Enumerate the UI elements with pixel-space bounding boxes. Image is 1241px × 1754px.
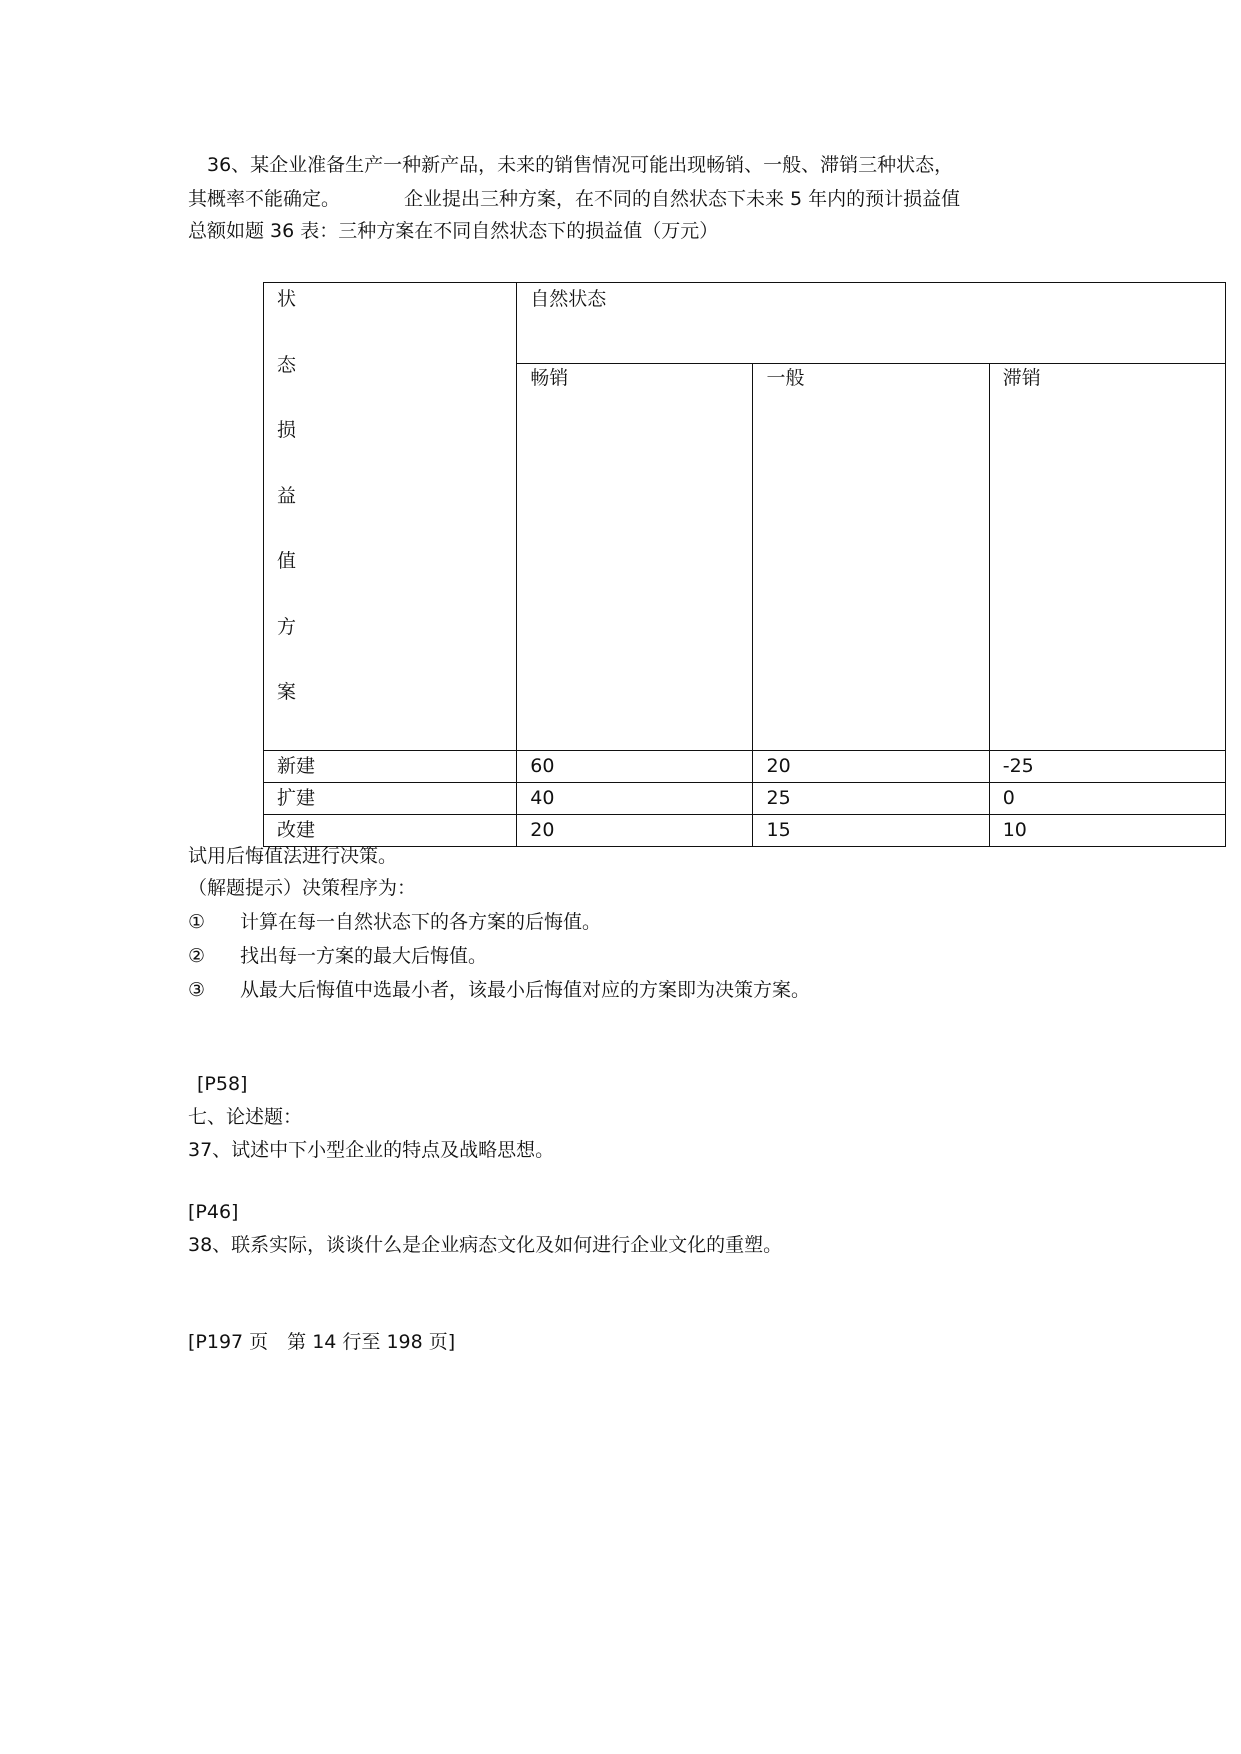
corner-char: 方 bbox=[277, 615, 297, 638]
page-ref-p197: [P197 页 第 14 行至 198 页] bbox=[188, 1331, 456, 1353]
section-heading-essay: 七、论述题： bbox=[188, 1106, 303, 1128]
page-ref-p46: [P46] bbox=[188, 1201, 239, 1223]
step-text: 从最大后悔值中选最小者，该最小后悔值对应的方案即为决策方案。 bbox=[240, 979, 811, 1001]
table-cell: 25 bbox=[753, 782, 989, 814]
table-cell: 0 bbox=[989, 782, 1225, 814]
question-36-line-2b: 企业提出三种方案，在不同的自然状态下未来 5 年内的预计损益值 bbox=[404, 188, 961, 210]
table-cell: 60 bbox=[517, 750, 753, 782]
question-38: 38、联系实际，谈谈什么是企业病态文化及如何进行企业文化的重塑。 bbox=[188, 1234, 783, 1256]
table-cell: 20 bbox=[517, 814, 753, 846]
corner-char: 态 bbox=[277, 353, 297, 376]
row-label: 改建 bbox=[264, 814, 517, 846]
table-cell: 40 bbox=[517, 782, 753, 814]
corner-char: 状 bbox=[277, 288, 297, 310]
corner-char: 值 bbox=[277, 550, 297, 572]
corner-char: 损 bbox=[277, 419, 297, 441]
step-number: ③ bbox=[188, 979, 206, 1001]
page-ref-p58: [P58] bbox=[197, 1073, 248, 1095]
row-label: 扩建 bbox=[264, 782, 517, 814]
question-36-line-3: 总额如题 36 表：三种方案在不同自然状态下的损益值（万元） bbox=[188, 220, 719, 242]
table-cell: 15 bbox=[753, 814, 989, 846]
step-number: ① bbox=[188, 911, 206, 933]
corner-char: 益 bbox=[277, 484, 297, 507]
corner-char: 案 bbox=[277, 681, 297, 703]
instruction-text: 试用后悔值法进行决策。 bbox=[188, 845, 398, 867]
step-item bbox=[188, 978, 810, 1002]
step-item bbox=[188, 944, 487, 968]
table-row bbox=[264, 782, 1226, 814]
step-number: ② bbox=[188, 945, 206, 967]
hint-text: （解题提示）决策程序为： bbox=[188, 877, 417, 899]
natural-state-header: 自然状态 bbox=[517, 283, 1226, 364]
step-item bbox=[188, 910, 601, 934]
step-text: 找出每一方案的最大后悔值。 bbox=[240, 945, 488, 967]
question-36-line-2a: 其概率不能确定。 bbox=[188, 188, 341, 210]
table-cell: 10 bbox=[989, 814, 1225, 846]
question-36-line-1: 36、某企业准备生产一种新产品，未来的销售情况可能出现畅销、一般、滞销三种状态， bbox=[207, 154, 954, 176]
column-header-normal: 一般 bbox=[753, 363, 989, 750]
column-header-slump: 滞销 bbox=[989, 363, 1225, 750]
table-cell: 20 bbox=[753, 750, 989, 782]
question-37: 37、试述中下小型企业的特点及战略思想。 bbox=[188, 1139, 555, 1161]
table-header-row bbox=[264, 283, 1226, 364]
step-text: 计算在每一自然状态下的各方案的后悔值。 bbox=[240, 911, 602, 933]
row-label: 新建 bbox=[264, 750, 517, 782]
table-corner-cell bbox=[264, 283, 517, 751]
payoff-table bbox=[263, 282, 1226, 847]
question-36-line-2 bbox=[188, 187, 960, 211]
column-header-boom: 畅销 bbox=[517, 363, 753, 750]
table-row bbox=[264, 814, 1226, 846]
table-cell: -25 bbox=[989, 750, 1225, 782]
table-row bbox=[264, 750, 1226, 782]
